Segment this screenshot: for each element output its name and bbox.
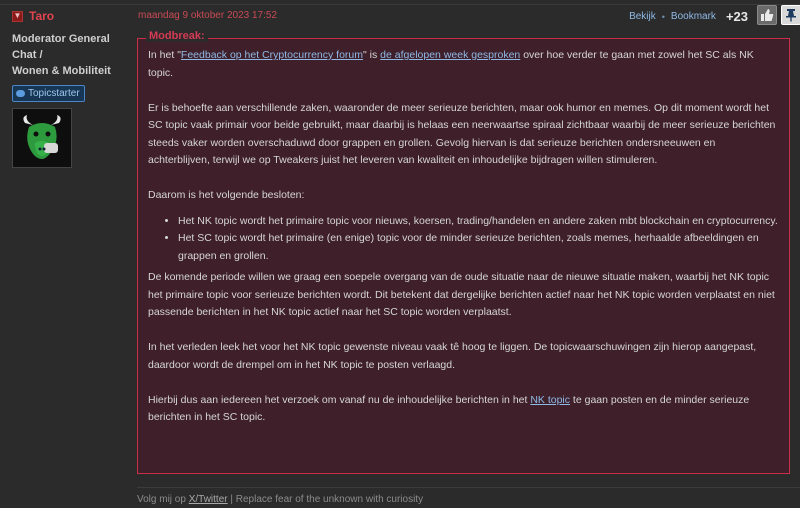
view-link[interactable]: Bekijk — [629, 11, 656, 22]
topicstarter-badge — [12, 85, 85, 102]
modbreak-paragraph-5: In het verleden leek het voor het NK topic gewenste niveau vaak tê hoog te liggen. De topicwaarschuwingen zijn hierop aangepast, daardoor wordt de drempel om in het NK topic te posten verlaagd. — [148, 341, 757, 371]
signature — [137, 494, 423, 505]
modbreak-paragraph-6 — [148, 392, 779, 427]
user-role-line2: Wonen & Mobiliteit — [12, 65, 111, 77]
text: In het " — [148, 49, 181, 61]
text: | Replace fear of the unknown with curiosity — [227, 494, 424, 505]
bookmark-link[interactable]: Bookmark — [670, 11, 716, 22]
text: te gaan posten en de minder serieuze berichten in het SC topic. — [148, 393, 750, 423]
speech-bubble-icon — [16, 90, 25, 97]
modbreak-paragraph-3: Daarom is het volgende besloten: — [148, 189, 305, 201]
text: " is — [363, 49, 381, 61]
text: Hierbij dus aan iedereen het verzoek om vanaf nu de inhoudelijke berichten in het — [148, 393, 531, 406]
pin-icon — [784, 8, 798, 22]
chevron-down-icon: ▼ — [13, 11, 22, 20]
thumbs-up-icon — [760, 8, 774, 22]
post-date[interactable]: maandag 9 oktober 2023 17:52 — [138, 10, 277, 21]
decision-list — [148, 213, 779, 266]
top-divider — [0, 4, 800, 5]
twitter-link[interactable]: X/Twitter — [188, 494, 228, 505]
post-actions — [629, 9, 752, 24]
discussion-link[interactable]: de afgelopen week gesproken — [380, 49, 521, 61]
username[interactable]: Taro — [29, 9, 55, 23]
text: over hoe verder te gaan met zowel het SC als NK topic. — [148, 49, 754, 79]
avatar[interactable] — [12, 108, 72, 168]
like-button[interactable] — [757, 5, 777, 25]
pin-button[interactable] — [781, 5, 800, 25]
separator-dot: • — [661, 11, 665, 22]
user-info — [12, 8, 128, 168]
feedback-topic-link[interactable]: Feedback op het Cryptocurrency forum — [180, 49, 364, 61]
collapse-toggle[interactable] — [12, 11, 23, 22]
modbreak-label: Modbreak: — [146, 30, 208, 42]
bull-avatar-icon — [13, 109, 71, 167]
signature-divider — [137, 487, 800, 488]
badge-label: Topicstarter — [28, 88, 80, 99]
list-item: • Het NK topic wordt het primaire topic voor nieuws, koersen, trading/handelen en andere zaken mbt blockchain en cryptocurrency. — [178, 213, 779, 231]
user-role-line1: Moderator General Chat / — [12, 33, 110, 61]
text: Volg mij op — [137, 494, 189, 505]
user-header — [12, 8, 128, 24]
modbreak-paragraph-2: Er is behoefte aan verschillende zaken, waaronder de meer serieuze berichten, maar ook humor en memes. Op dit moment wordt het SC topic vaak primair voor beide gebruikt, maar daarbij is helaas een neerwaartse spiraal zichtbaar waarbij de meer serieuze berichten steeds vaker worden overschaduwd door grappen en grollen. Gevolg hiervan is dat serieuze berichten ondersneeuwen en achterblijven, terwijl we op Tweakers juist het leveren van kwaliteit en inhoudelijke bijdragen willen stimuleren. — [148, 101, 776, 166]
modbreak-box — [137, 38, 790, 474]
post-score: +23 — [725, 9, 748, 24]
list-item: • Het SC topic wordt het primaire (en enige) topic voor de minder serieuze berichten, zoals memes, herhaalde afbeeldingen en grappen en grollen. — [178, 230, 779, 265]
nk-topic-link[interactable]: NK topic — [530, 393, 571, 406]
user-role — [12, 31, 128, 79]
modbreak-paragraph-4: De komende periode willen we graag een soepele overgang van de oude situatie naar de nieuwe situatie maken, waarbij het NK topic het primaire topic voor serieuze berichten wordt. Dit betekent dat dergelijke berichten actief naar het NK topic worden verplaatst en niet passende berichten in het NK topic actief naar het SC topic worden verplaatst. — [148, 271, 775, 318]
modbreak-paragraph-1 — [148, 47, 779, 82]
